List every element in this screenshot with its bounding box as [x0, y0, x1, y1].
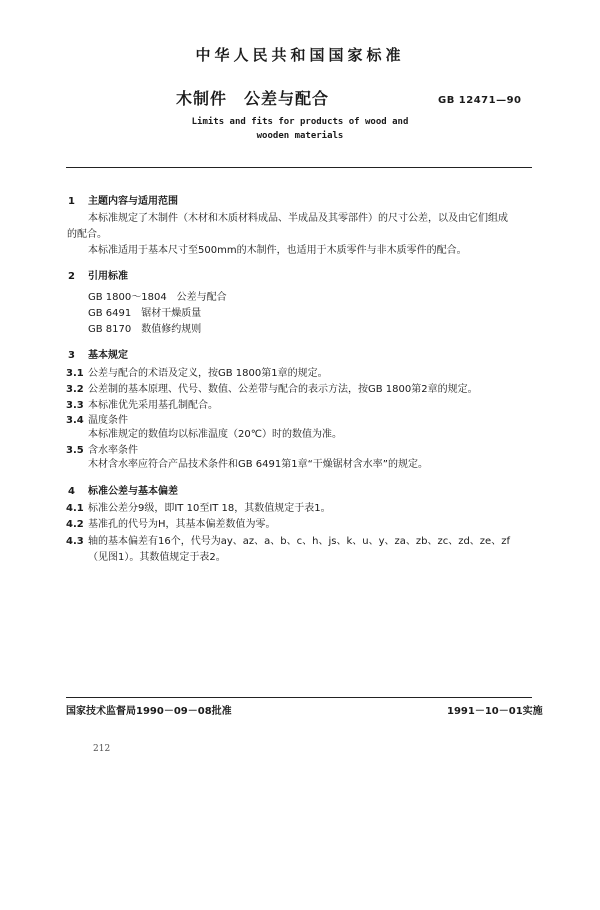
- clause-3-4-text: 本标准规定的数值均以标准温度（20℃）时的数值为准。: [88, 429, 342, 440]
- clause-text: 标准公差分9级，即IT 10至IT 18，其数值规定于表1。: [88, 503, 331, 514]
- clause-text: 公差与配合的术语及定义，按GB 1800第1章的规定。: [88, 368, 328, 379]
- clause-number: 3.2: [66, 384, 84, 395]
- section-1-paragraph-1-line-2: 的配合。: [67, 229, 107, 240]
- clause-number: 3.3: [66, 400, 84, 411]
- clause-3-1: [66, 367, 328, 381]
- footer-divider: [66, 697, 532, 698]
- clause-3-2: [66, 383, 478, 397]
- clause-number: 4.2: [66, 519, 84, 530]
- clause-title: 含水率条件: [88, 445, 138, 456]
- clause-4-3-line-1: [66, 535, 510, 549]
- clause-number: 4.3: [66, 536, 84, 547]
- section-1-paragraph-2: 本标准适用于基本尺寸至500mm的木制件，也适用于木质零件与非木质零件的配合。: [88, 245, 467, 256]
- page-number: 212: [93, 744, 111, 754]
- clause-number: 3.4: [66, 415, 84, 426]
- section-number: 1: [68, 196, 75, 207]
- clause-4-3-line-2: （见图1）。其数值规定于表2。: [88, 552, 226, 563]
- english-title-line1: Limits and fits for products of wood and: [191, 117, 409, 127]
- clause-text: 轴的基本偏差有16个，代号为ay、az、a、b、c、h、js、k、u、y、za、zb、zc、zd、ze、zf: [88, 536, 510, 547]
- clause-number: 3.1: [66, 368, 84, 379]
- section-number: 2: [68, 271, 75, 282]
- clause-3-3: [66, 399, 218, 413]
- section-1-heading: [68, 192, 178, 207]
- clause-number: 4.1: [66, 503, 84, 514]
- section-title: 引用标准: [88, 271, 128, 282]
- section-4-heading: [68, 482, 178, 497]
- section-title: 基本规定: [88, 350, 128, 361]
- section-title: 主题内容与适用范围: [88, 196, 178, 207]
- standard-type-heading: 中华人民共和国国家标准: [195, 46, 405, 64]
- section-3-heading: [68, 346, 128, 361]
- clause-number: 3.5: [66, 445, 84, 456]
- clause-3-5-heading: [66, 444, 138, 458]
- clause-4-1: [66, 502, 331, 516]
- clause-text: 基准孔的代号为H，其基本偏差数值为零。: [88, 519, 276, 530]
- reference-item: GB 6491 锯材干燥质量: [88, 308, 202, 319]
- effective-date: 1991－10－01实施: [447, 706, 543, 717]
- header-divider: [66, 167, 532, 168]
- clause-text: 公差制的基本原理、代号、数值、公差带与配合的表示方法，按GB 1800第2章的规定。: [88, 384, 478, 395]
- approval-date: 国家技术监督局1990－09－08批准: [66, 706, 232, 717]
- clause-title: 温度条件: [88, 415, 128, 426]
- reference-item: GB 8170 数值修约规则: [88, 324, 202, 335]
- section-number: 4: [68, 486, 75, 497]
- section-title: 标准公差与基本偏差: [88, 486, 178, 497]
- clause-text: 本标准优先采用基孔制配合。: [88, 400, 218, 411]
- reference-item: GB 1800～1804 公差与配合: [88, 292, 227, 303]
- clause-3-5-text: 木材含水率应符合产品技术条件和GB 6491第1章“干燥锯材含水率”的规定。: [88, 459, 428, 470]
- section-2-heading: [68, 267, 128, 282]
- standard-code: GB 12471—90: [438, 95, 522, 106]
- section-number: 3: [68, 350, 75, 361]
- english-title-line2: wooden materials: [256, 131, 344, 141]
- clause-4-2: [66, 518, 276, 532]
- clause-3-4-heading: [66, 414, 128, 428]
- section-1-paragraph-1-line-1: 本标准规定了木制件（木材和木质材料成品、半成品及其零部件）的尺寸公差，以及由它们组成: [88, 213, 508, 224]
- document-title: 木制件 公差与配合: [176, 89, 330, 108]
